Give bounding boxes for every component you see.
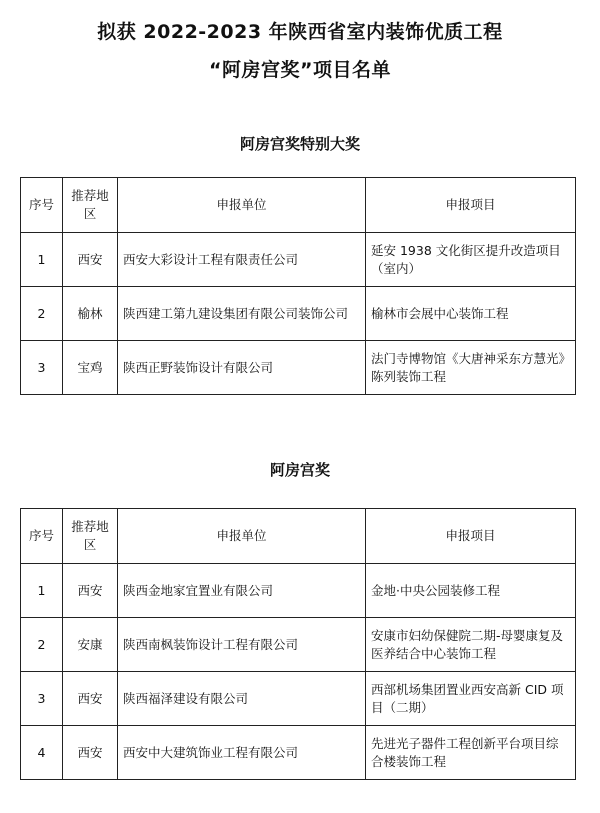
section-title-efang-palace-award: 阿房宫奖 bbox=[269, 461, 330, 479]
row-unit: 陕西福泽建设有限公司 bbox=[118, 672, 366, 726]
row-project: 榆林市会展中心装饰工程 bbox=[366, 287, 576, 341]
section-title-special-award: 阿房宫奖特别大奖 bbox=[239, 135, 360, 153]
header-region: 推荐地区 bbox=[63, 178, 118, 233]
row-project: 法门寺博物馆《大唐神采东方慧光》陈列装饰工程 bbox=[366, 341, 576, 395]
row-project: 先进光子器件工程创新平台项目综合楼装饰工程 bbox=[366, 726, 576, 780]
row-region: 西安 bbox=[63, 672, 118, 726]
header-unit: 申报单位 bbox=[118, 509, 366, 564]
row-unit: 陕西南枫装饰设计工程有限公司 bbox=[118, 618, 366, 672]
row-unit: 西安中大建筑饰业工程有限公司 bbox=[118, 726, 366, 780]
table-row bbox=[21, 233, 576, 287]
row-region: 西安 bbox=[63, 726, 118, 780]
table-row bbox=[21, 726, 576, 780]
table-row bbox=[21, 287, 576, 341]
row-region: 西安 bbox=[63, 233, 118, 287]
row-unit: 陕西正野装饰设计有限公司 bbox=[118, 341, 366, 395]
row-no: 3 bbox=[21, 341, 63, 395]
row-no: 2 bbox=[21, 618, 63, 672]
row-unit: 西安大彩设计工程有限责任公司 bbox=[118, 233, 366, 287]
header-project: 申报项目 bbox=[366, 509, 576, 564]
row-no: 2 bbox=[21, 287, 63, 341]
header-region: 推荐地区 bbox=[63, 509, 118, 564]
table-row bbox=[21, 341, 576, 395]
row-no: 1 bbox=[21, 564, 63, 618]
header-project: 申报项目 bbox=[366, 178, 576, 233]
row-no: 1 bbox=[21, 233, 63, 287]
header-no: 序号 bbox=[21, 509, 63, 564]
row-project: 安康市妇幼保健院二期-母婴康复及医养结合中心装饰工程 bbox=[366, 618, 576, 672]
row-region: 安康 bbox=[63, 618, 118, 672]
table-header-row bbox=[21, 178, 576, 233]
row-unit: 陕西金地家宜置业有限公司 bbox=[118, 564, 366, 618]
row-project: 金地·中央公园装修工程 bbox=[366, 564, 576, 618]
document-title-line1: 拟获 2022-2023 年陕西省室内装饰优质工程 bbox=[97, 21, 503, 43]
row-no: 4 bbox=[21, 726, 63, 780]
row-no: 3 bbox=[21, 672, 63, 726]
efang-palace-award-table bbox=[20, 508, 576, 780]
header-unit: 申报单位 bbox=[118, 178, 366, 233]
row-region: 宝鸡 bbox=[63, 341, 118, 395]
row-unit: 陕西建工第九建设集团有限公司装饰公司 bbox=[118, 287, 366, 341]
row-region: 西安 bbox=[63, 564, 118, 618]
row-region: 榆林 bbox=[63, 287, 118, 341]
document-title-line2: “阿房宫奖”项目名单 bbox=[209, 59, 391, 81]
table-row bbox=[21, 564, 576, 618]
row-project: 延安 1938 文化街区提升改造项目（室内） bbox=[366, 233, 576, 287]
table-header-row bbox=[21, 509, 576, 564]
header-no: 序号 bbox=[21, 178, 63, 233]
table-row bbox=[21, 618, 576, 672]
table-row bbox=[21, 672, 576, 726]
row-project: 西部机场集团置业西安高新 CID 项目（二期） bbox=[366, 672, 576, 726]
special-award-table bbox=[20, 177, 576, 395]
